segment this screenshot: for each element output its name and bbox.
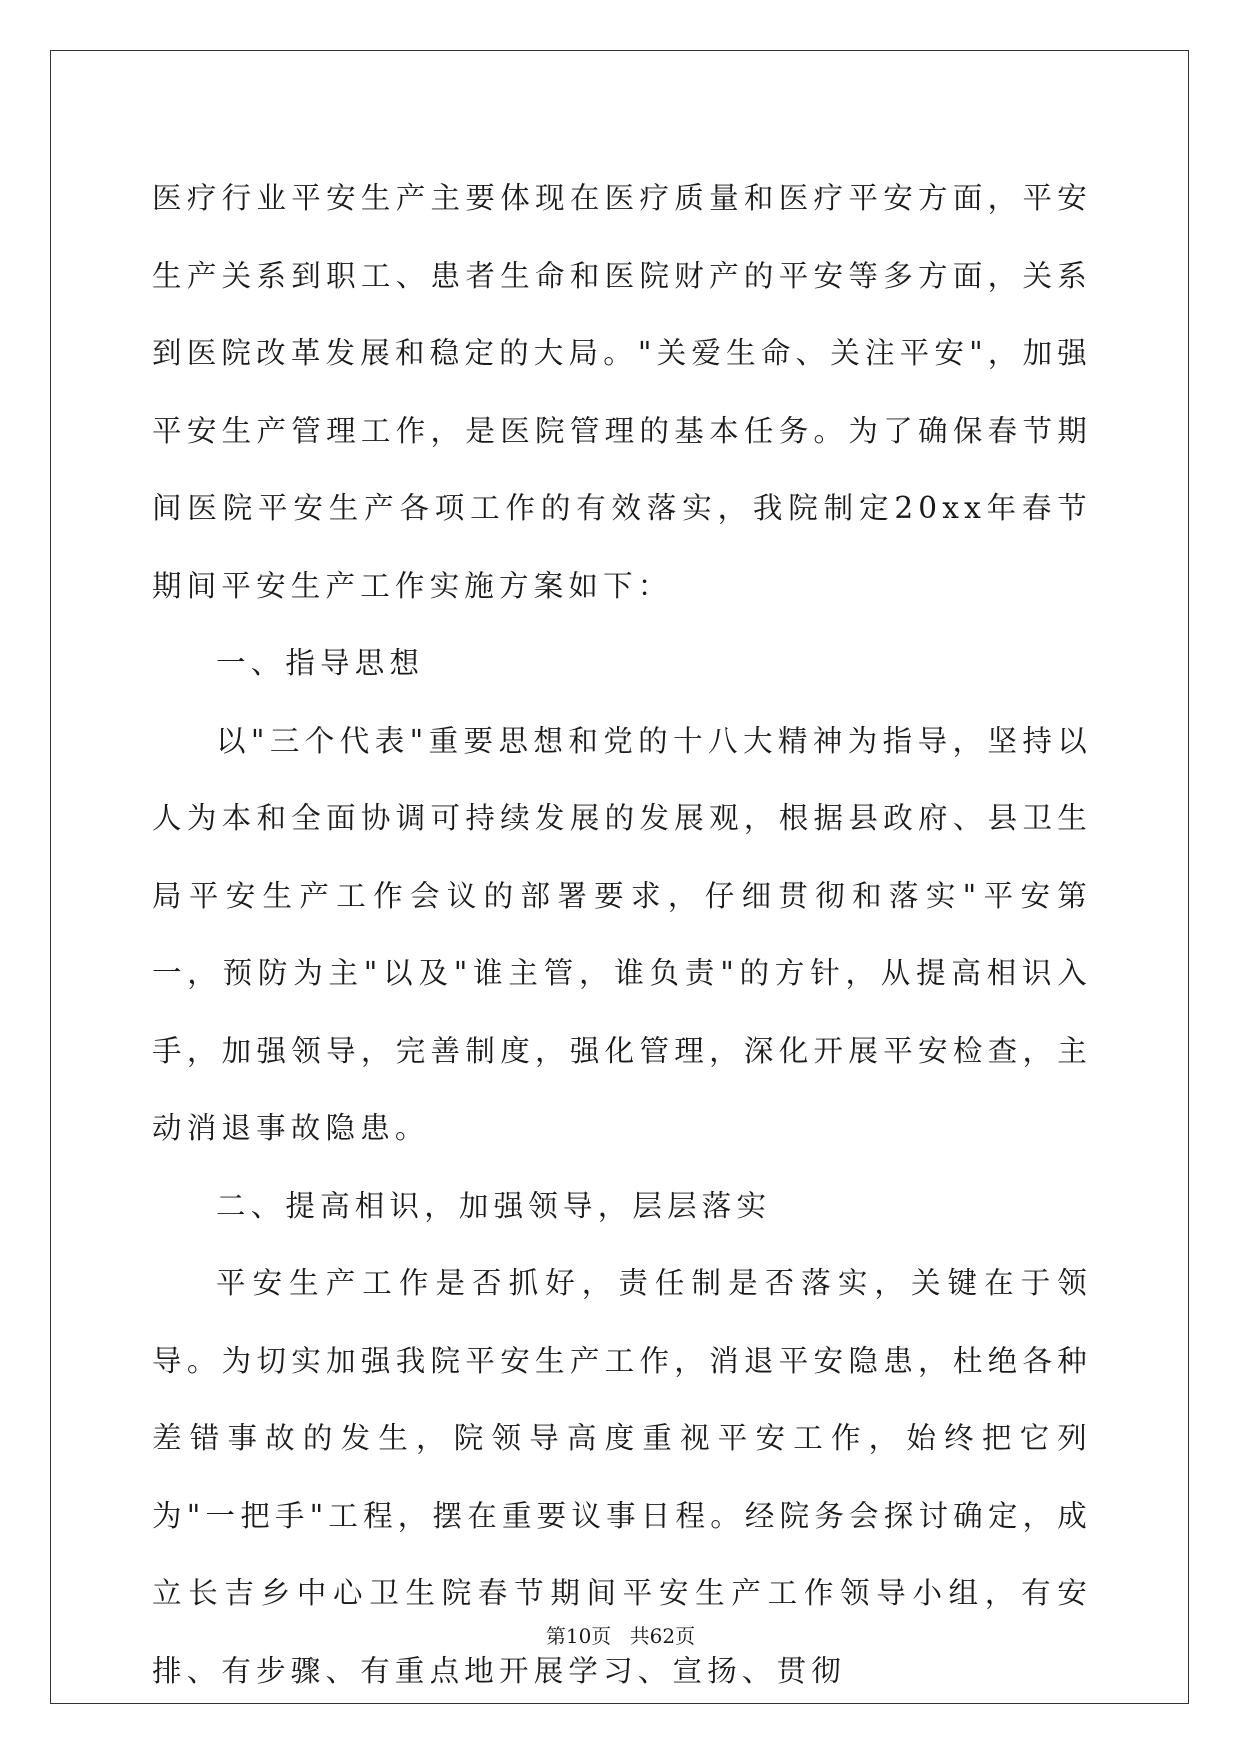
paragraph-intro: 医疗行业平安生产主要体现在医疗质量和医疗平安方面，平安生产关系到职工、患者生命和医院财产的平安等多方面，关系到医院改革发展和稳定的大局。"关爱生命、关注平安"，加强平安生产管理工作，是医院管理的基本任务。为了确保春节期间医院平安生产各项工作的有效落实，我院制定20xx年春节期间平安生产工作实施方案如下： xyxy=(152,181,1092,603)
page-total: 共62页 xyxy=(629,1624,696,1648)
heading-leadership: 二、提高相识，加强领导，层层落实 xyxy=(216,1188,772,1223)
page-footer xyxy=(0,1620,1241,1649)
paragraph-leadership: 平安生产工作是否抓好，责任制是否落实，关键在于领导。为切实加强我院平安生产工作，消退平安隐患，杜绝各种差错事故的发生，院领导高度重视平安工作，始终把它列为"一把手"工程，摆在重要议事日程。经院务会探讨确定，成立长吉乡中心卫生院春节期间平安生产工作领导小组，有安排、有步骤、有重点地开展学习、宣扬、贯彻 xyxy=(152,1266,1092,1688)
page-number: 第10页 xyxy=(545,1624,612,1648)
paragraph-guiding-ideology: 以"三个代表"重要思想和党的十八大精神为指导，坚持以人为本和全面协调可持续发展的发展观，根据县政府、县卫生局平安生产工作会议的部署要求，仔细贯彻和落实"平安第一，预防为主"以及"谁主管，谁负责"的方针，从提高相识入手，加强领导，完善制度，强化管理，深化开展平安检查，主动消退事故隐患。 xyxy=(152,723,1092,1145)
heading-guiding-ideology: 一、指导思想 xyxy=(216,646,425,680)
document-body xyxy=(152,160,1092,1710)
